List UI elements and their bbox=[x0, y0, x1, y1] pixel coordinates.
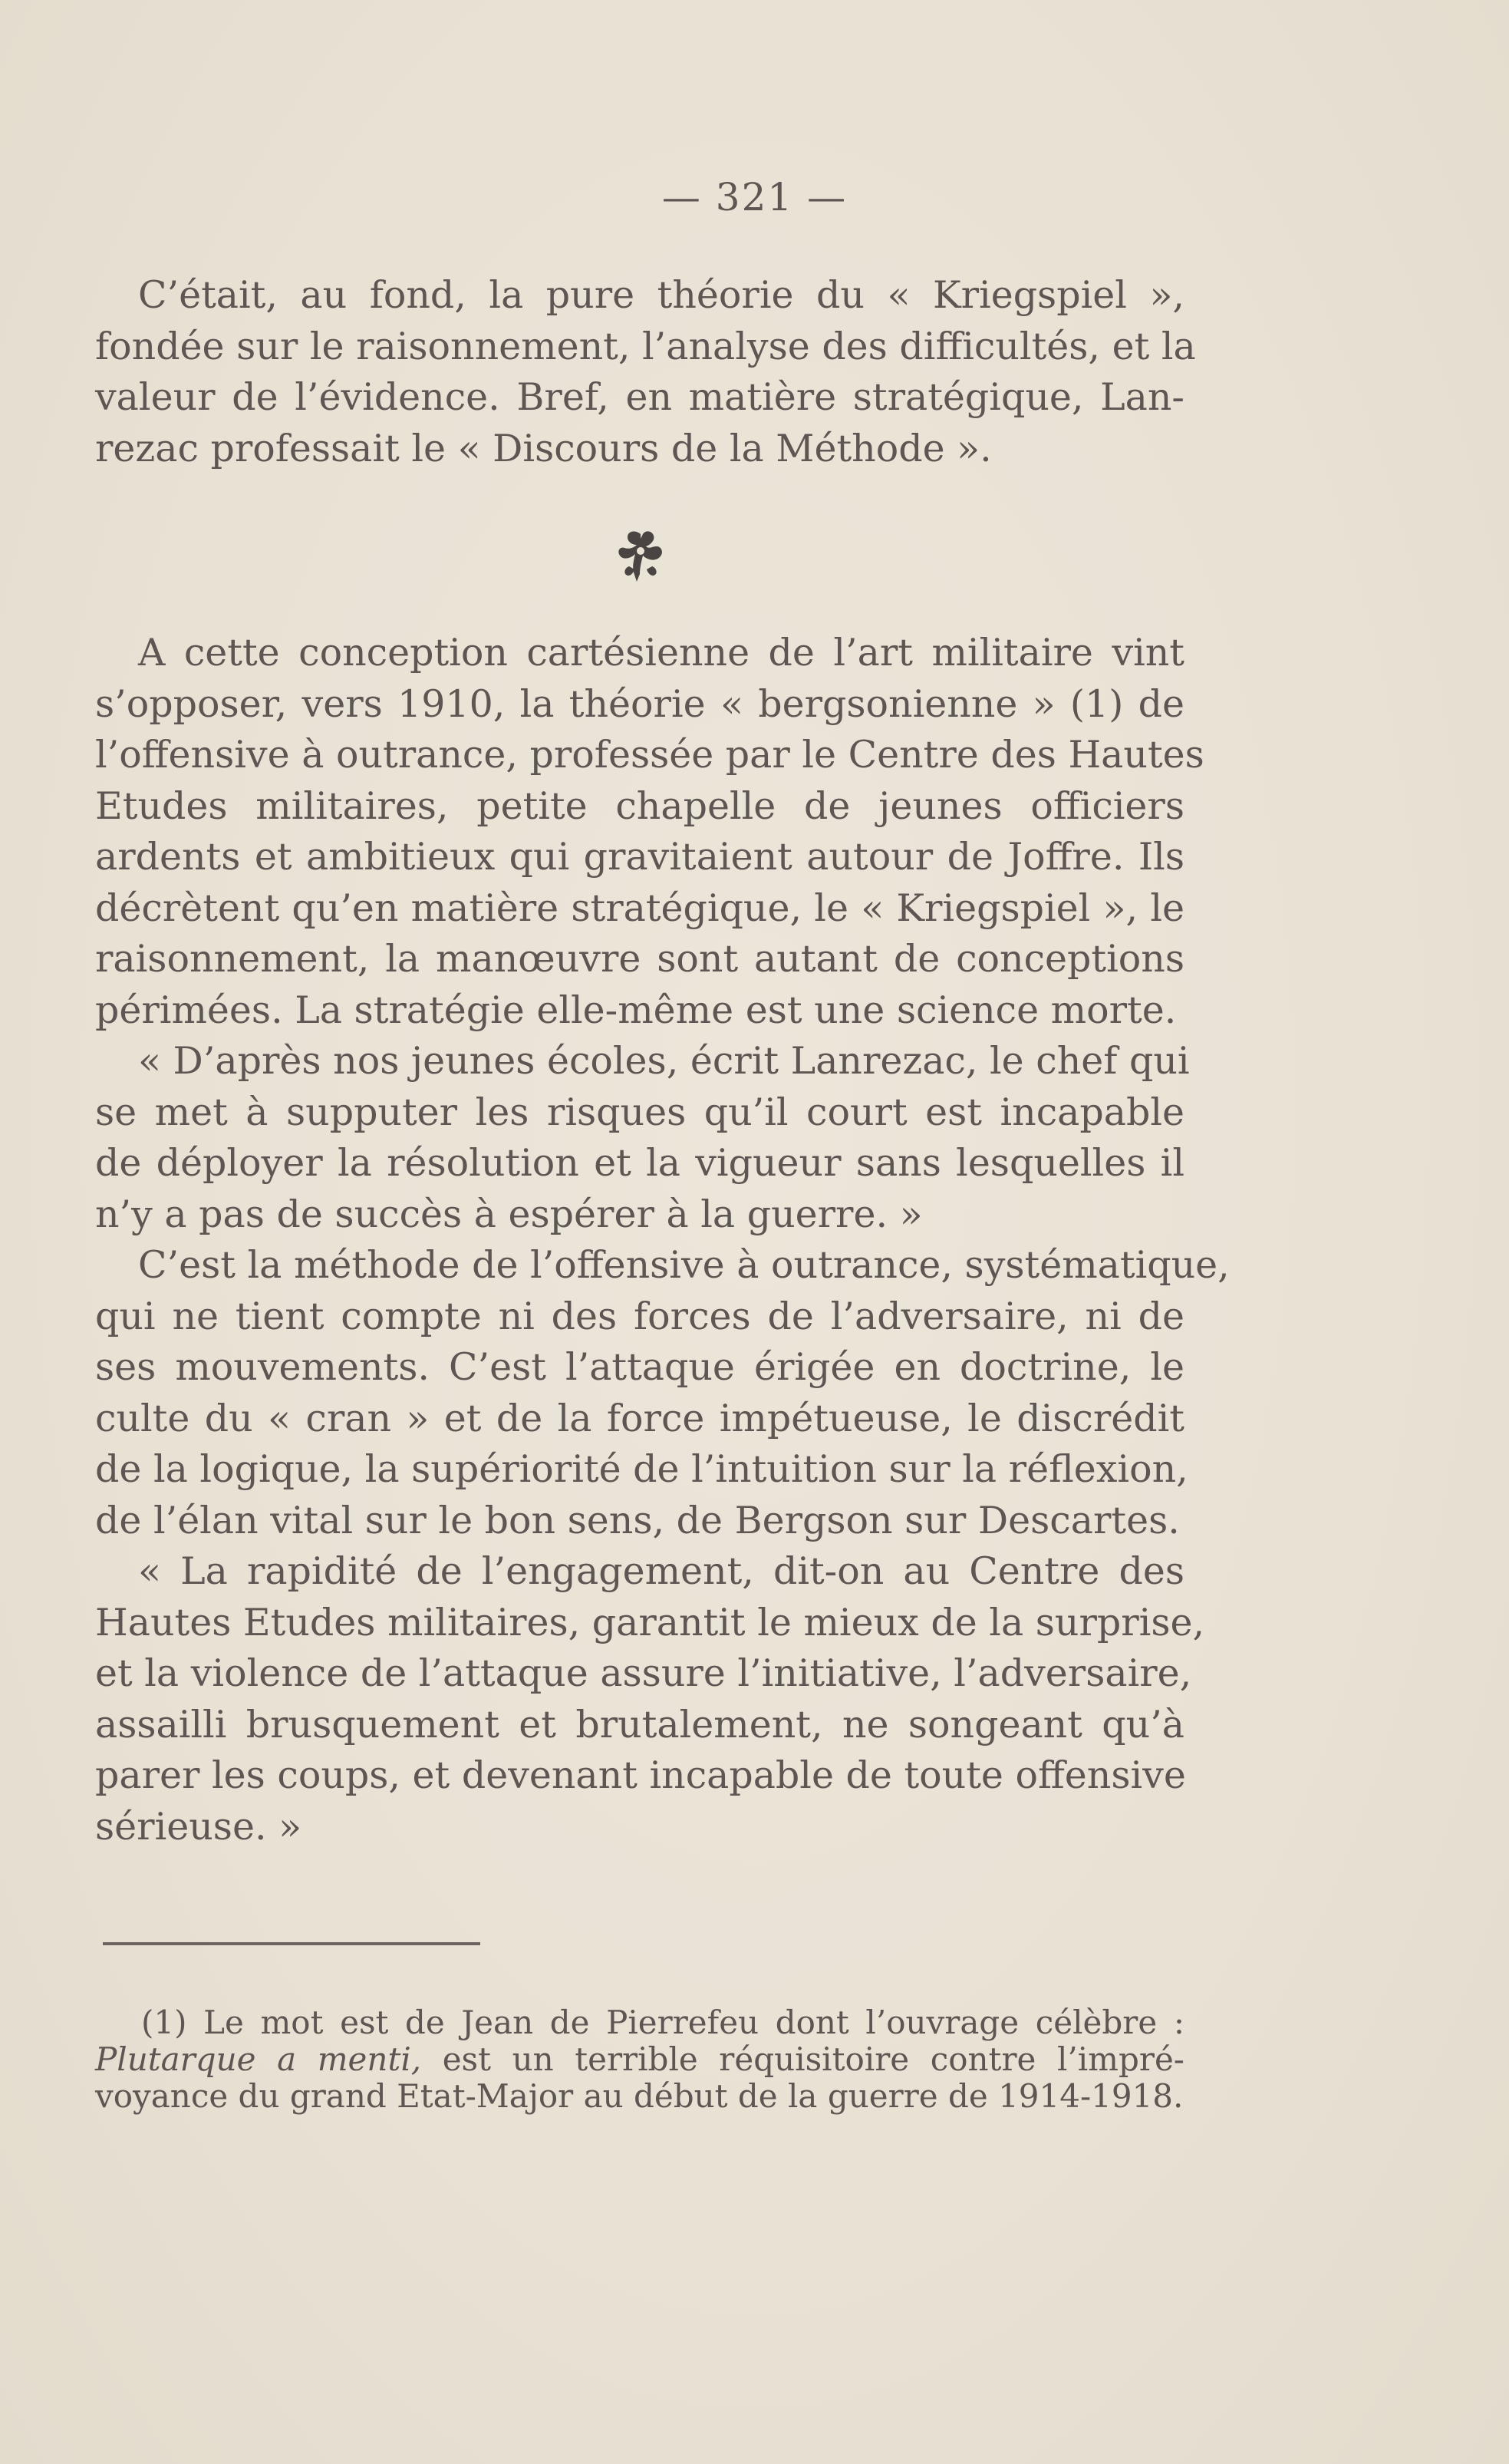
fleuron-icon bbox=[614, 528, 667, 586]
text-line: l’offensive à outrance, professée par le Centre des Hautes bbox=[95, 733, 1204, 777]
footnote-book-title: Plutarque a menti, bbox=[95, 2040, 422, 2078]
text-line: assailli brusquement et brutalement, ne songeant qu’à bbox=[95, 1702, 1184, 1747]
text-line: décrètent qu’en matière stratégique, le « Kriegspiel », le bbox=[95, 886, 1184, 930]
text-line: de l’élan vital sur le bon sens, de Bergson sur Descartes. bbox=[95, 1498, 1180, 1542]
text-line: raisonnement, la manœuvre sont autant de conceptions bbox=[95, 937, 1184, 981]
text-line: Hautes Etudes militaires, garantit le mieux de la surprise, bbox=[95, 1600, 1205, 1644]
text-line: de la logique, la supériorité de l’intuition sur la réflexion, bbox=[95, 1447, 1188, 1491]
paragraph-1 bbox=[95, 270, 1196, 474]
page-number: — 321 — bbox=[661, 175, 848, 219]
footnote bbox=[95, 2004, 1184, 2115]
footnote-text: est un terrible réquisitoire contre l’impré- bbox=[442, 2040, 1184, 2078]
text-line: « D’après nos jeunes écoles, écrit Lanrezac, le chef qui bbox=[138, 1039, 1190, 1083]
text-line: parer les coups, et devenant incapable de toute offensive bbox=[95, 1753, 1186, 1797]
text-line: Etudes militaires, petite chapelle de jeunes officiers bbox=[95, 783, 1184, 828]
text-line: périmées. La stratégie elle-même est une science morte. bbox=[95, 988, 1177, 1032]
text-line: fondée sur le raisonnement, l’analyse des difficultés, et la bbox=[95, 324, 1196, 368]
text-line: sérieuse. » bbox=[95, 1804, 302, 1849]
text-line: C’est la méthode de l’offensive à outrance, systématique, bbox=[138, 1243, 1230, 1287]
text-line: se met à supputer les risques qu’il court est incapable bbox=[95, 1090, 1184, 1134]
text-line: ses mouvements. C’est l’attaque érigée en doctrine, le bbox=[95, 1345, 1184, 1389]
text-line: qui ne tient compte ni des forces de l’adversaire, ni de bbox=[95, 1294, 1184, 1338]
paragraph-2 bbox=[95, 628, 1204, 1036]
footnote-text: Le mot est de Jean de Pierrefeu dont l’ouvrage célèbre : bbox=[203, 2004, 1184, 2041]
paragraph-3 bbox=[95, 1036, 1190, 1240]
main-text-block bbox=[95, 628, 1230, 1852]
footnote-text: voyance du grand Etat-Major au début de la guerre de 1914-1918. bbox=[95, 2077, 1184, 2115]
text-line: n’y a pas de succès à espérer à la guerre. » bbox=[95, 1192, 923, 1236]
text-line: C’était, au fond, la pure théorie du « Kriegspiel », bbox=[138, 273, 1184, 317]
text-line: ardents et ambitieux qui gravitaient autour de Joffre. Ils bbox=[95, 835, 1184, 879]
text-line: de déployer la résolution et la vigueur sans lesquelles il bbox=[95, 1141, 1184, 1185]
text-line: rezac professait le « Discours de la Méthode ». bbox=[95, 426, 992, 470]
text-line: culte du « cran » et de la force impétueuse, le discrédit bbox=[95, 1396, 1184, 1440]
paragraph-5 bbox=[95, 1546, 1205, 1852]
text-line: s’opposer, vers 1910, la théorie « bergsonienne » (1) de bbox=[95, 681, 1184, 726]
text-line: A cette conception cartésienne de l’art militaire vint bbox=[138, 631, 1184, 675]
footnote-rule bbox=[103, 1942, 480, 1945]
text-line: et la violence de l’attaque assure l’initiative, l’adversaire, bbox=[95, 1651, 1192, 1695]
text-line: valeur de l’évidence. Bref, en matière stratégique, Lan- bbox=[95, 375, 1184, 419]
text-line: « La rapidité de l’engagement, dit-on au Centre des bbox=[138, 1549, 1184, 1593]
footnote-marker: (1) bbox=[141, 2004, 187, 2041]
paragraph-4 bbox=[95, 1240, 1230, 1546]
